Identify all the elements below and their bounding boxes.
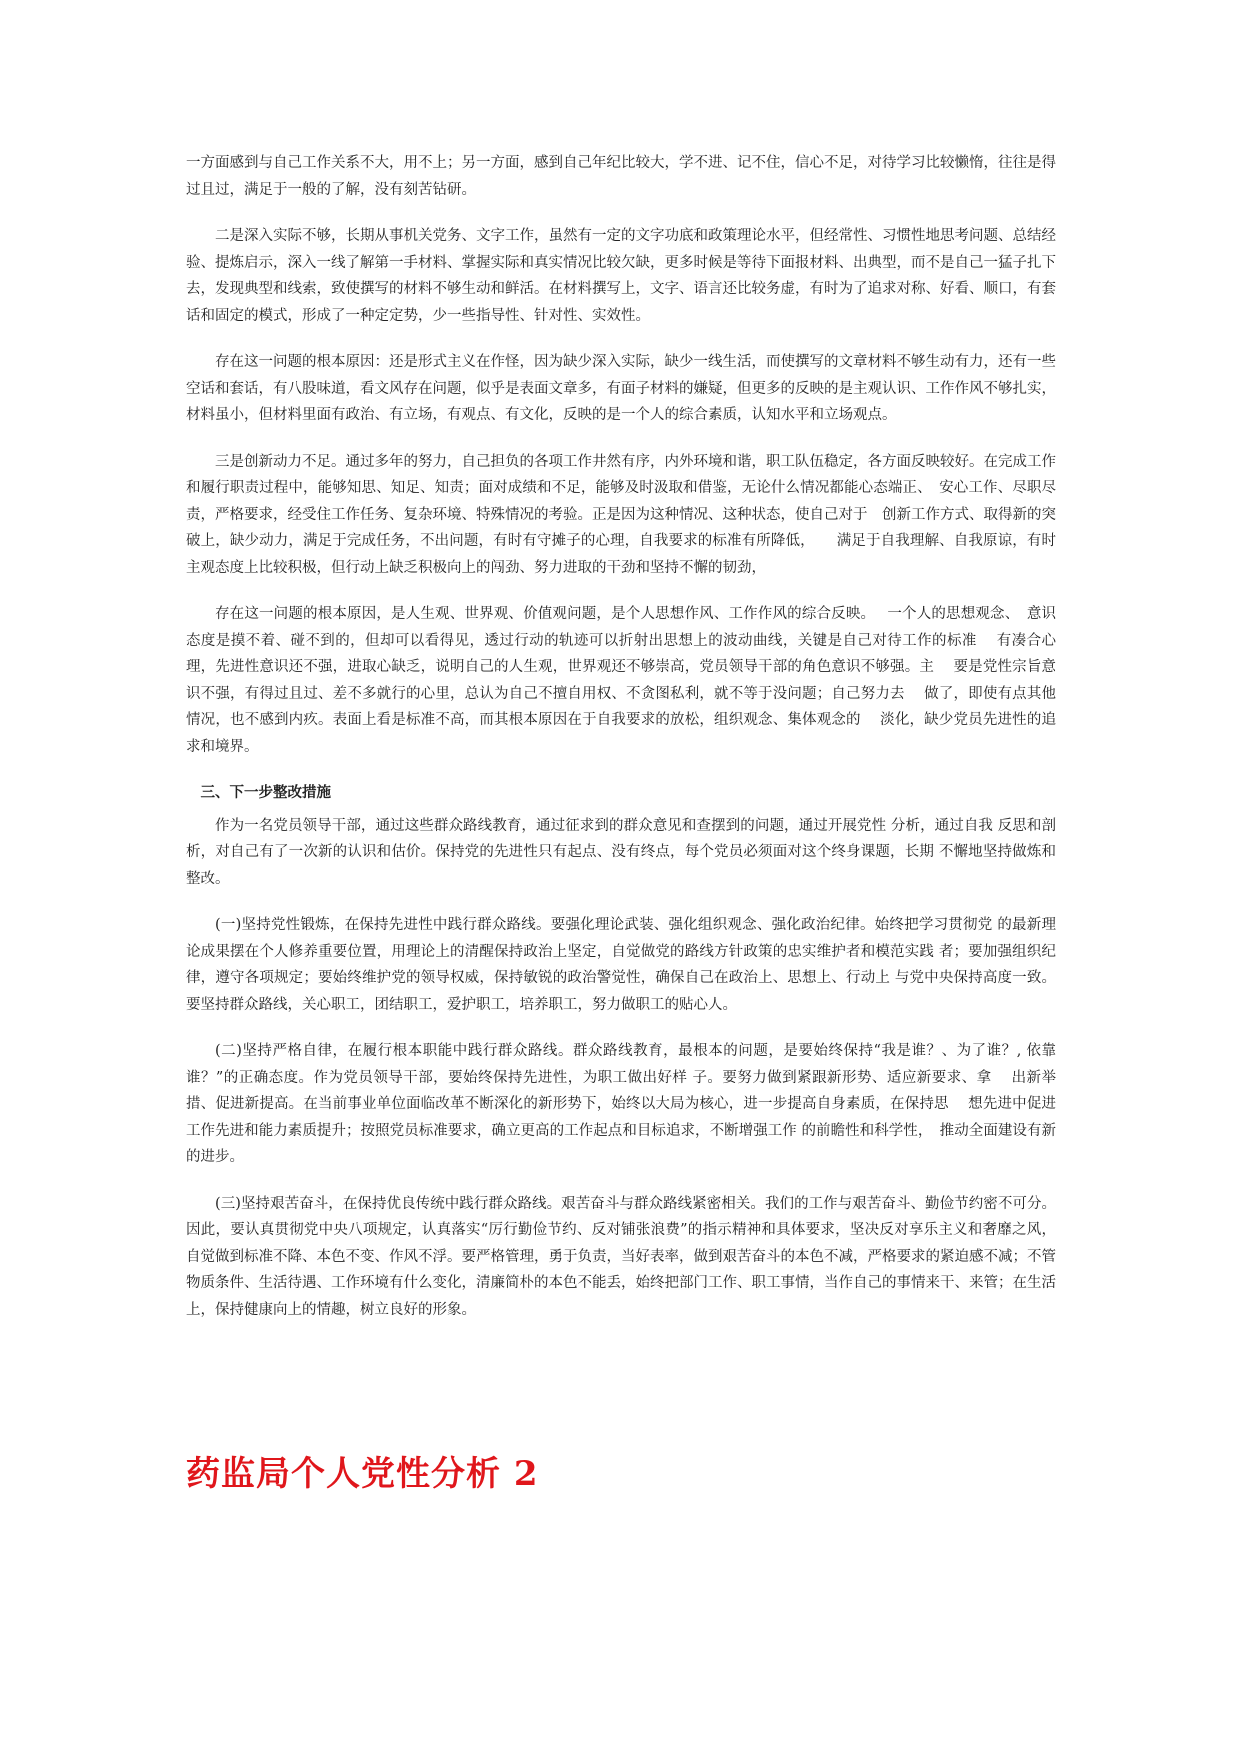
paragraph-innovation-gap: 三是创新动力不足。通过多年的努力，自己担负的各项工作井然有序，内外环境和谐，职工队伍稳定，各方面反映较好。在完成工作和履行职责过程中，能够知思、知足、知责；面对成绩和不足，能够及时汲取和借鉴，无论什么情况都能心态端正、 安心工作、尽职尽责，严格要求，经受住工作任务、复杂环境、特殊情况的考验。正是因为这种情况、这种状态，使自己对于 创新工作方式、取得新的突破上，缺少动力，满足于完成任务，不出问题，有时有守摊子的心理，自我要求的标准有所降低， 满足于自我理解、自我原谅，有时主观态度上比较积极，但行动上缺乏积极向上的闯劲、努力进取的干劲和坚持不懈的韧劲，	[186, 453, 1056, 576]
paragraph-measure-1: (一)坚持党性锻炼，在保持先进性中践行群众路线。要强化理论武装、强化组织观念、强化政治纪律。始终把学习贯彻党 的最新理论成果摆在个人修养重要位置，用理论上的清醒保持政治上坚定，自觉做党的路线方针政策的忠实维护者和模范实践 者；要加强组织纪律，遵守各项规定；要始终维护党的领导权威，保持敏锐的政治警觉性，确保自己在政治上、思想上、行动上 与党中央保持高度一致。要坚持群众路线，关心职工，团结职工，爱护职工，培养职工，努力做职工的贴心人。	[186, 917, 1056, 1013]
document-title: 药监局个人党性分析 2	[186, 1454, 539, 1494]
paragraph-root-cause-1: 存在这一问题的根本原因：还是形式主义在作怪，因为缺少深入实际，缺少一线生活，而使撰写的文章材料不够生动有力，还有一些空话和套话，有八股味道，看文风存在问题，似乎是表面文章多，有面子材料的嫌疑，但更多的反映的是主观认识、工作作风不够扎实，材料虽小，但材料里面有政治、有立场，有观点、有文化，反映的是一个人的综合素质，认知水平和立场观点。	[186, 354, 1056, 423]
paragraph-measure-3: (三)坚持艰苦奋斗，在保持优良传统中践行群众路线。艰苦奋斗与群众路线紧密相关。我们的工作与艰苦奋斗、勤俭节约密不可分。因此，要认真贯彻党中央八项规定，认真落实“厉行勤俭节约、反对铺张浪费”的指示精神和具体要求，坚决反对享乐主义和奢靡之风，自觉做到标准不降、本色不变、作风不浮。要严格管理，勇于负责，当好表率，做到艰苦奋斗的本色不减，严格要求的紧迫感不减；不管物质条件、生活待遇、工作环境有什么变化，清廉简朴的本色不能丢，始终把部门工作、职工事情，当作自己的事情来干、来管；在生活上，保持健康向上的情趣，树立良好的形象。	[186, 1195, 1056, 1318]
paragraph-intro-measures: 作为一名党员领导干部，通过这些群众路线教育，通过征求到的群众意见和查摆到的问题，通过开展党性 分析，通过自我 反思和剖析，对自己有了一次新的认识和估价。保持党的先进性只有起点、没有终点，每个党员必须面对这个终身课题，长期 不懈地坚持做炼和整改。	[186, 817, 1056, 887]
document-body	[186, 150, 1056, 1343]
paragraph-continuation: 一方面感到与自己工作关系不大，用不上；另一方面，感到自己年纪比较大，学不进、记不住，信心不足，对待学习比较懒惰，往往是得过且过，满足于一般的了解，没有刻苦钻研。	[186, 155, 1056, 198]
section-heading-next-steps: 三、下一步整改措施	[200, 785, 331, 801]
paragraph-measure-2: (二)坚持严格自律，在履行根本职能中践行群众路线。群众路线教育，最根本的问题，是要始终保持“我是谁？、为了谁？, 依靠谁？”的正确态度。作为党员领导干部，要始终保持先进性，为职工做出好样 子。要努力做到紧跟新形势、适应新要求、拿 出新举措、促进新提高。在当前事业单位面临改革不断深化的新形势下，始终以大局为核心，进一步提高自身素质，在保持思 想先进中促进工作先进和能力素质提升；按照党员标准要求，确立更高的工作起点和目标追求，不断增强工作 的前瞻性和科学性， 推动全面建设有新的进步。	[186, 1043, 1056, 1165]
paragraph-practice-gap: 二是深入实际不够，长期从事机关党务、文字工作，虽然有一定的文字功底和政策理论水平，但经常性、习惯性地思考问题、总结经验、提炼启示，深入一线了解第一手材料、掌握实际和真实情况比较欠缺，更多时候是等待下面报材料、出典型，而不是自己一猛子扎下去，发现典型和线索，致使撰写的材料不够生动和鲜活。在材料撰写上，文字、语言还比较务虚，有时为了追求对称、好看、顺口，有套话和固定的模式，形成了一种定定势，少一些指导性、针对性、实效性。	[186, 228, 1056, 324]
paragraph-root-cause-2: 存在这一问题的根本原因，是人生观、世界观、价值观问题，是个人思想作风、工作作风的综合反映。 一个人的思想观念、 意识态度是摸不着、碰不到的，但却可以看得见，透过行动的轨迹可以折射出思想上的波动曲线，关键是自己对待工作的标准 有凑合心理，先进性意识还不强，进取心缺乏，说明自己的人生观，世界观还不够崇高，党员领导干部的角色意识不够强。主 要是党性宗旨意识不强，有得过且过、差不多就行的心里，总认为自己不擅自用权、不贪图私利，就不等于没问题；自己努力去 做了，即使有点其他情况，也不感到内疚。表面上看是标准不高，而其根本原因在于自我要求的放松，组织观念、集体观念的 淡化，缺少党员先进性的追求和境界。	[186, 606, 1056, 755]
